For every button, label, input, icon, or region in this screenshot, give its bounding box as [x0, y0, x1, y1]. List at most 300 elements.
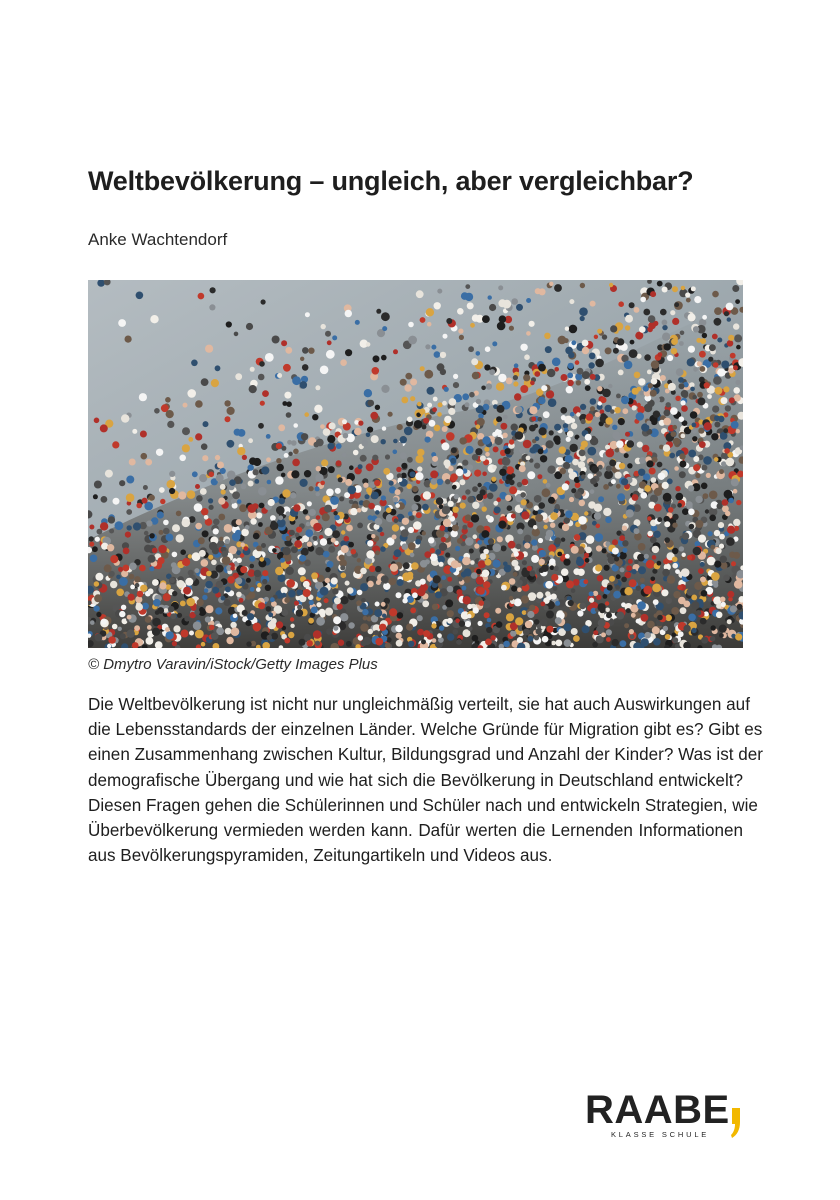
crowd-person: [163, 593, 171, 601]
crowd-person: [422, 504, 429, 511]
crowd-person: [182, 427, 190, 435]
crowd-person: [328, 546, 335, 553]
crowd-person: [621, 577, 627, 583]
crowd-person: [601, 632, 606, 637]
crowd-person: [237, 447, 245, 455]
crowd-person: [169, 488, 175, 494]
crowd-person: [366, 550, 374, 558]
crowd-person: [398, 478, 403, 483]
crowd-person: [90, 620, 95, 625]
crowd-person: [204, 588, 208, 592]
crowd-person: [135, 596, 142, 603]
crowd-person: [480, 553, 486, 559]
crowd-person: [303, 581, 310, 588]
crowd-person: [539, 559, 545, 565]
crowd-person: [516, 544, 522, 550]
crowd-person: [338, 640, 344, 646]
crowd-person: [505, 479, 510, 484]
crowd-person: [395, 503, 400, 508]
crowd-person: [605, 517, 612, 524]
crowd-person: [574, 491, 581, 498]
crowd-person: [407, 484, 412, 489]
crowd-person: [575, 482, 581, 488]
crowd-person: [663, 418, 671, 426]
crowd-person: [624, 453, 629, 458]
crowd-person: [240, 566, 247, 573]
crowd-person: [547, 369, 555, 377]
crowd-person: [662, 287, 668, 293]
crowd-person: [287, 440, 292, 445]
logo-comma-mark: [731, 1108, 740, 1138]
crowd-person: [571, 340, 576, 345]
crowd-person: [196, 495, 203, 502]
crowd-person: [358, 421, 363, 426]
crowd-person: [647, 327, 653, 333]
crowd-person: [143, 485, 148, 490]
crowd-person: [737, 604, 743, 610]
crowd-person: [134, 625, 140, 631]
crowd-person: [590, 374, 596, 380]
crowd-person: [375, 602, 380, 607]
crowd-person: [555, 504, 560, 509]
crowd-person: [193, 621, 202, 630]
crowd-person: [667, 355, 673, 361]
crowd-person: [316, 439, 324, 447]
crowd-person: [509, 578, 516, 585]
crowd-person: [261, 466, 269, 474]
crowd-person: [568, 600, 574, 606]
crowd-person: [108, 516, 115, 523]
crowd-person: [211, 632, 219, 640]
crowd-person: [460, 503, 466, 509]
crowd-person: [485, 559, 492, 566]
crowd-person: [661, 589, 668, 596]
crowd-person: [539, 550, 546, 557]
crowd-person: [538, 417, 543, 422]
crowd-person: [554, 424, 561, 431]
crowd-person: [185, 578, 193, 586]
crowd-person: [168, 606, 174, 612]
crowd-person: [498, 374, 506, 382]
crowd-person: [348, 542, 354, 548]
crowd-person: [584, 553, 589, 558]
crowd-person: [259, 361, 265, 367]
crowd-person: [556, 457, 564, 465]
crowd-person: [640, 578, 645, 583]
crowd-person: [434, 351, 441, 358]
crowd-person: [625, 432, 630, 437]
crowd-person: [612, 431, 620, 439]
crowd-person: [425, 344, 430, 349]
crowd-person: [176, 534, 184, 542]
crowd-person: [554, 367, 559, 372]
crowd-person: [675, 493, 683, 501]
crowd-person: [320, 424, 325, 429]
crowd-person: [119, 611, 125, 617]
crowd-person: [453, 629, 459, 635]
crowd-person: [710, 545, 715, 550]
crowd-person: [441, 537, 446, 542]
crowd-person: [187, 490, 196, 499]
crowd-person: [681, 568, 690, 577]
crowd-person: [526, 456, 531, 461]
crowd-person: [202, 595, 207, 600]
crowd-person: [663, 559, 669, 565]
crowd-person: [693, 547, 702, 556]
crowd-person: [182, 444, 190, 452]
crowd-person: [616, 612, 624, 620]
crowd-person: [567, 431, 574, 438]
crowd-person: [450, 517, 455, 522]
crowd-person: [597, 386, 602, 391]
crowd-person: [644, 485, 651, 492]
crowd-person: [636, 412, 644, 420]
crowd-person: [501, 545, 507, 551]
crowd-person: [554, 284, 562, 292]
crowd-person: [282, 547, 291, 556]
crowd-person: [566, 580, 574, 588]
crowd-person: [654, 488, 662, 496]
crowd-person: [213, 519, 220, 526]
crowd-person: [266, 457, 271, 462]
crowd-person: [367, 427, 373, 433]
crowd-person: [632, 494, 639, 501]
crowd-person: [311, 607, 318, 614]
crowd-person: [605, 347, 612, 354]
crowd-person: [382, 426, 386, 430]
crowd-person: [522, 610, 527, 615]
crowd-person: [521, 499, 527, 505]
crowd-person: [334, 597, 341, 604]
crowd-person: [448, 527, 453, 532]
crowd-person: [513, 572, 518, 577]
crowd-person: [531, 555, 539, 563]
crowd-person: [326, 628, 333, 635]
crowd-person: [580, 316, 585, 321]
crowd-person: [594, 335, 598, 339]
crowd-person: [664, 343, 671, 350]
crowd-person: [486, 515, 491, 520]
crowd-person: [702, 315, 707, 320]
crowd-person: [578, 461, 585, 468]
crowd-person: [282, 489, 290, 497]
crowd-person: [456, 589, 462, 595]
crowd-person: [374, 480, 380, 486]
crowd-person: [144, 545, 152, 553]
crowd-person: [505, 448, 511, 454]
crowd-person: [288, 632, 294, 638]
crowd-person: [107, 544, 114, 551]
crowd-person: [231, 499, 236, 504]
crowd-person: [700, 366, 706, 372]
crowd-person: [691, 286, 696, 291]
crowd-person: [713, 376, 722, 385]
crowd-person: [475, 448, 482, 455]
crowd-person: [194, 609, 200, 615]
crowd-person: [646, 421, 651, 426]
crowd-person: [600, 397, 606, 403]
crowd-person: [462, 495, 467, 500]
crowd-person: [729, 397, 735, 403]
crowd-person: [657, 517, 662, 522]
crowd-person: [701, 637, 708, 644]
crowd-person: [554, 566, 559, 571]
crowd-person: [415, 472, 423, 480]
crowd-person: [517, 529, 523, 535]
crowd-person: [731, 561, 736, 566]
crowd-person: [679, 471, 686, 478]
crowd-person: [481, 530, 489, 538]
crowd-person: [313, 630, 322, 639]
crowd-person: [538, 448, 544, 454]
crowd-person: [235, 530, 241, 536]
crowd-person: [235, 373, 242, 380]
crowd-person: [735, 633, 742, 640]
crowd-person: [320, 612, 325, 617]
crowd-person: [709, 515, 716, 522]
crowd-person: [302, 364, 309, 371]
crowd-person: [357, 590, 363, 596]
crowd-person: [511, 514, 516, 519]
crowd-person: [476, 399, 481, 404]
crowd-person: [194, 568, 199, 573]
crowd-person: [135, 603, 143, 611]
crowd-person: [423, 418, 429, 424]
crowd-person: [719, 469, 724, 474]
crowd-person: [137, 591, 144, 598]
crowd-person: [450, 458, 456, 464]
crowd-person: [435, 591, 442, 598]
crowd-person: [375, 638, 383, 646]
crowd-person: [290, 617, 294, 621]
crowd-person: [211, 560, 217, 566]
crowd-person: [249, 385, 257, 393]
crowd-person: [172, 591, 177, 596]
crowd-person: [534, 495, 542, 503]
crowd-person: [735, 299, 740, 304]
crowd-person: [496, 621, 503, 628]
crowd-person: [668, 383, 676, 391]
crowd-person: [471, 514, 479, 522]
crowd-person: [618, 301, 624, 307]
crowd-person: [415, 455, 423, 463]
crowd-person: [718, 522, 724, 528]
crowd-person: [248, 481, 254, 487]
crowd-person: [712, 406, 719, 413]
crowd-person: [579, 307, 588, 316]
crowd-person: [681, 434, 686, 439]
crowd-person: [220, 484, 226, 490]
crowd-person: [369, 566, 376, 573]
crowd-person: [733, 365, 738, 370]
crowd-person: [704, 422, 712, 430]
crowd-person: [286, 536, 291, 541]
crowd-person: [256, 587, 261, 592]
crowd-person: [368, 515, 373, 520]
crowd-person: [519, 447, 525, 453]
crowd-person: [509, 596, 514, 601]
crowd-person: [160, 499, 165, 504]
crowd-person: [167, 480, 176, 489]
crowd-person: [303, 589, 311, 597]
crowd-person: [158, 545, 167, 554]
crowd-person: [394, 549, 402, 557]
crowd-person: [679, 546, 684, 551]
crowd-person: [146, 520, 152, 526]
crowd-person: [270, 522, 278, 530]
crowd-person: [637, 554, 645, 562]
crowd-person: [482, 436, 490, 444]
crowd-person: [543, 525, 547, 529]
crowd-person: [649, 468, 656, 475]
crowd-person: [585, 558, 590, 563]
crowd-person: [347, 587, 354, 594]
crowd-person: [222, 556, 231, 565]
crowd-person: [203, 421, 209, 427]
crowd-person: [524, 354, 530, 360]
crowd-person: [409, 515, 415, 521]
crowd-person: [456, 639, 462, 645]
crowd-person: [471, 572, 478, 579]
crowd-person: [188, 437, 193, 442]
crowd-person: [169, 471, 175, 477]
crowd-person: [625, 325, 630, 330]
crowd-person: [467, 614, 472, 619]
crowd-person: [446, 318, 452, 324]
crowd-person: [221, 489, 226, 494]
crowd-person: [529, 406, 537, 414]
crowd-person: [302, 347, 309, 354]
crowd-person: [496, 383, 504, 391]
crowd-person: [595, 359, 604, 368]
crowd-person: [417, 402, 422, 407]
crowd-person: [135, 583, 140, 588]
crowd-person: [94, 594, 102, 602]
crowd-person: [495, 608, 501, 614]
crowd-person: [527, 471, 535, 479]
crowd-person: [375, 566, 381, 572]
crowd-person: [478, 621, 483, 626]
crowd-person: [700, 618, 707, 625]
crowd-person: [515, 617, 523, 625]
crowd-person: [316, 466, 321, 471]
crowd-person: [164, 608, 169, 613]
crowd-person: [673, 591, 680, 598]
crowd-person: [183, 403, 188, 408]
crowd-person: [437, 633, 442, 638]
crowd-person: [205, 605, 213, 613]
crowd-person: [447, 610, 454, 617]
crowd-person: [560, 407, 567, 414]
crowd-person: [605, 608, 610, 613]
crowd-person: [445, 599, 453, 607]
crowd-person: [321, 324, 326, 329]
crowd-person: [616, 574, 621, 579]
crowd-person: [375, 405, 380, 410]
crowd-person: [281, 473, 286, 478]
crowd-person: [465, 489, 470, 494]
crowd-person: [282, 593, 287, 598]
crowd-person: [132, 429, 137, 434]
crowd-person: [646, 560, 655, 569]
crowd-person: [331, 577, 338, 584]
crowd-person: [477, 483, 481, 487]
crowd-person: [565, 554, 570, 559]
crowd-person: [562, 524, 569, 531]
crowd-person: [618, 418, 625, 425]
crowd-person: [636, 586, 641, 591]
crowd-person: [531, 417, 536, 422]
crowd-person: [709, 344, 716, 351]
crowd-person: [674, 302, 679, 307]
crowd-person: [716, 603, 721, 608]
crowd-person: [550, 512, 558, 520]
crowd-person: [210, 287, 216, 293]
crowd-person: [326, 350, 335, 359]
crowd-person: [266, 606, 272, 612]
crowd-person: [672, 523, 677, 528]
crowd-person: [486, 627, 492, 633]
crowd-person: [427, 387, 435, 395]
crowd-person: [446, 432, 455, 441]
crowd-person: [705, 509, 709, 513]
crowd-person: [638, 469, 645, 476]
crowd-person: [201, 559, 209, 567]
crowd-person: [308, 348, 314, 354]
crowd-person: [474, 544, 479, 549]
crowd-person: [622, 526, 627, 531]
crowd-person: [687, 358, 695, 366]
crowd-person: [340, 359, 347, 366]
crowd-person: [433, 397, 438, 402]
crowd-person: [134, 576, 140, 582]
crowd-person: [714, 318, 722, 326]
crowd-person: [324, 598, 329, 603]
crowd-person: [249, 457, 257, 465]
crowd-person: [225, 539, 230, 544]
crowd-person: [439, 625, 444, 630]
crowd-person: [624, 587, 632, 595]
crowd-person: [617, 338, 624, 345]
crowd-person: [726, 537, 735, 546]
crowd-person: [596, 545, 602, 551]
crowd-person: [478, 560, 486, 568]
crowd-person: [376, 580, 381, 585]
crowd-person: [666, 598, 672, 604]
crowd-person: [283, 364, 291, 372]
crowd-person: [334, 515, 340, 521]
crowd-person: [688, 485, 694, 491]
crowd-person: [254, 570, 261, 577]
crowd-person: [714, 422, 720, 428]
crowd-person: [462, 460, 468, 466]
crowd-person: [664, 537, 670, 543]
crowd-person: [571, 588, 576, 593]
crowd-person: [733, 552, 740, 559]
crowd-person: [290, 624, 294, 628]
crowd-person: [201, 642, 206, 647]
crowd-person: [96, 612, 101, 617]
crowd-person: [637, 601, 646, 610]
crowd-person: [672, 548, 678, 554]
crowd-person: [389, 578, 397, 586]
crowd-person: [358, 464, 363, 469]
crowd-person: [575, 360, 580, 365]
crowd-person: [629, 579, 637, 587]
crowd-person: [428, 537, 434, 543]
crowd-person: [201, 443, 208, 450]
crowd-person: [690, 411, 698, 419]
